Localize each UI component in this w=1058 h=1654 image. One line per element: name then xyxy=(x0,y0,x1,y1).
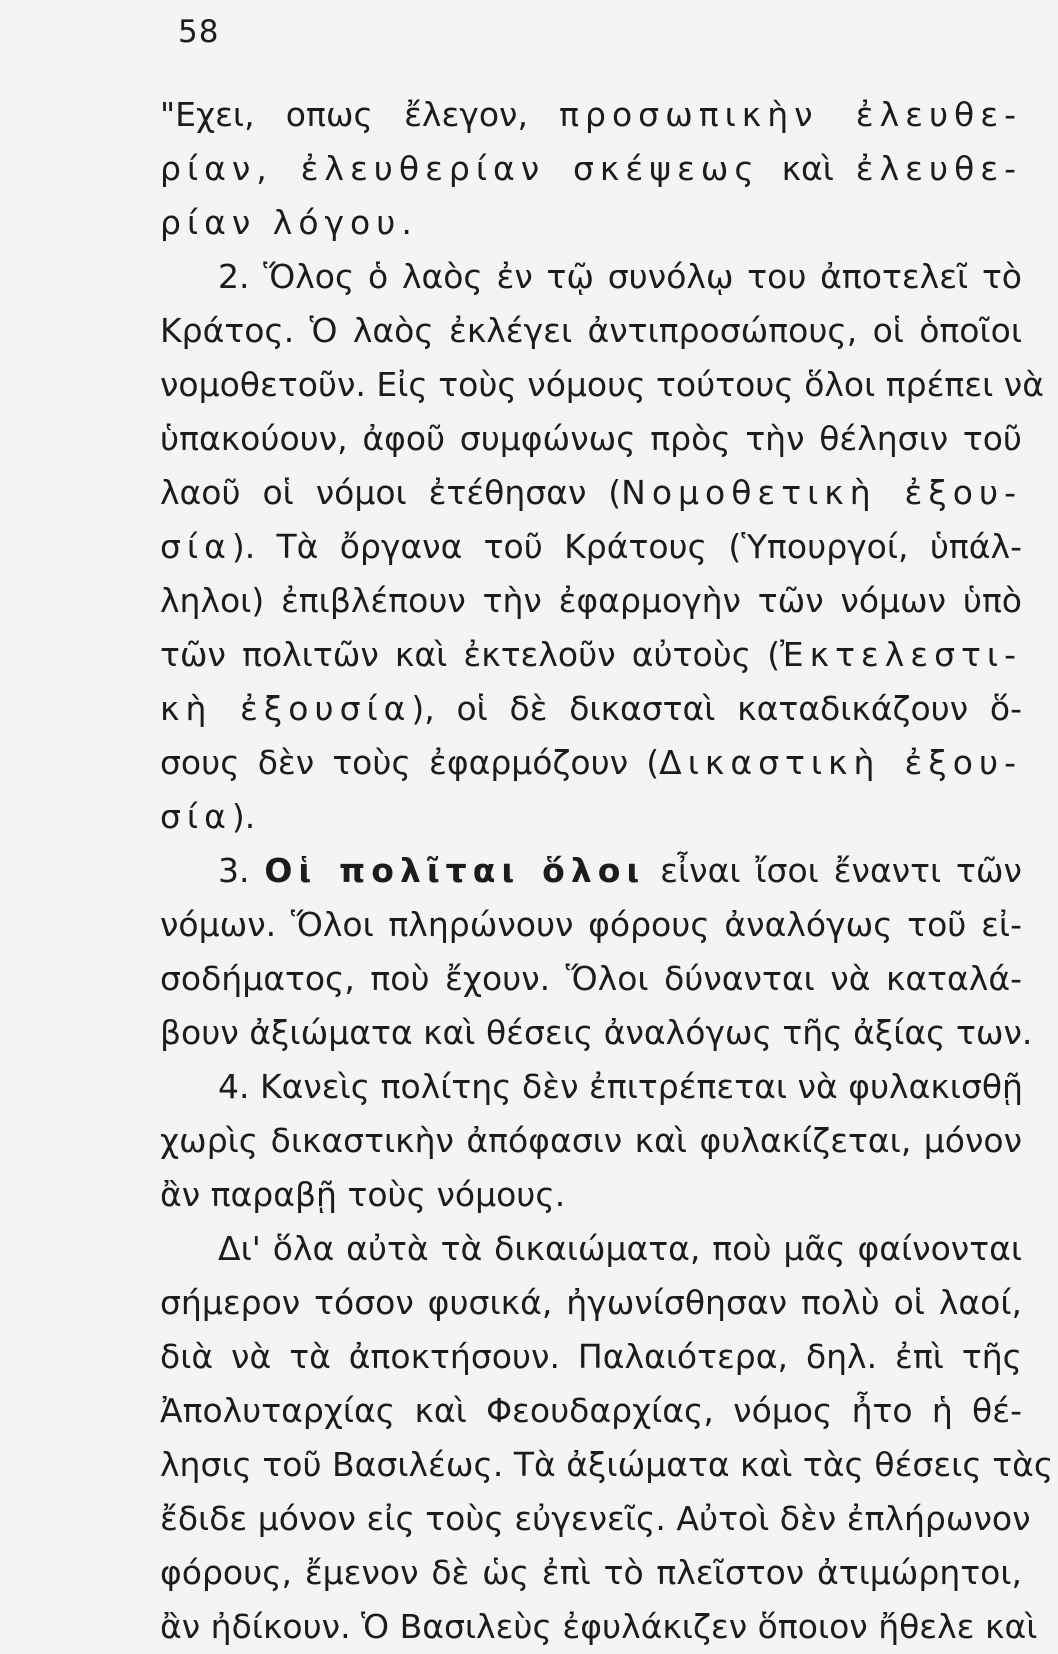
body-text xyxy=(160,88,1054,1654)
text-segment: ἐλευθε- xyxy=(855,149,1022,188)
text-segment: σήμερον τόσον φυσικά, ἠγωνίσθησαν πολὺ οἱ λαοί, xyxy=(160,1283,1022,1322)
text-segment: βουν ἀξιώματα καὶ θέσεις ἀναλόγως τῆς ἀξίας των. xyxy=(160,1013,1033,1052)
text-segment: προσωπικὴν ἐλευθε- xyxy=(559,95,1022,134)
text-segment: εἶναι ἴσοι ἔναντι τῶν xyxy=(645,851,1022,890)
text-line xyxy=(160,1546,1022,1600)
text-line xyxy=(160,1168,1022,1222)
text-segment: Ἐκτελεστι- xyxy=(780,635,1022,674)
text-segment: σους δὲν τοὺς ἐφαρμόζουν ( xyxy=(160,743,660,782)
text-segment: ληλοι) ἐπιβλέπουν τὴν ἐφαρμογὴν τῶν νόμων ὑπὸ xyxy=(160,581,1022,620)
text-segment: 4. Κανεὶς πολίτης δὲν ἐπιτρέπεται νὰ φυλακισθῇ xyxy=(218,1067,1023,1106)
text-segment: ἔδιδε μόνον εἰς τοὺς εὐγενεῖς. Αὐτοὶ δὲν ἐπλήρωνον xyxy=(160,1499,1031,1538)
text-segment: ). Τὰ ὄργανα τοῦ Κράτους (Ὑπουργοί, ὑπάλ- xyxy=(231,527,1022,566)
text-line xyxy=(160,898,1022,952)
text-segment: "Εχει, οπως ἔλεγον, xyxy=(160,95,560,134)
text-line xyxy=(160,1006,1033,1060)
text-line xyxy=(160,250,1022,304)
text-line xyxy=(160,736,1022,790)
text-segment: λησις τοῦ Βασιλέως. Τὰ ἀξιώματα καὶ τὰς θέσεις τὰς xyxy=(160,1445,1054,1484)
text-segment: 3. xyxy=(218,851,265,890)
text-line xyxy=(160,574,1022,628)
text-line xyxy=(160,1438,1054,1492)
text-segment: νόμων. Ὅλοι πληρώνουν φόρους ἀναλόγως τοῦ εἰ- xyxy=(160,905,1022,944)
text-segment: λαοῦ οἱ νόμοι ἐτέθησαν ( xyxy=(160,473,622,512)
text-line xyxy=(160,952,1022,1006)
text-line xyxy=(160,88,1022,142)
text-line xyxy=(160,196,1022,250)
text-segment: διὰ νὰ τὰ ἀποκτήσουν. Παλαιότερα, δηλ. ἐπὶ τῆς xyxy=(160,1337,1022,1376)
text-line xyxy=(160,1492,1031,1546)
text-line xyxy=(160,682,1022,736)
text-segment: Δικαστικὴ ἐξου- xyxy=(659,743,1022,782)
text-segment: σία xyxy=(160,527,232,566)
text-line xyxy=(160,1222,1022,1276)
text-line xyxy=(160,142,1022,196)
text-segment: ), οἱ δὲ δικασταὶ καταδικάζουν ὅ- xyxy=(411,689,1022,728)
text-segment: ὑπακούουν, ἀφοῦ συμφώνως πρὸς τὴν θέλησιν τοῦ xyxy=(160,419,1022,458)
text-segment: σία xyxy=(160,797,232,836)
text-segment: νομοθετοῦν. Εἰς τοὺς νόμους τούτους ὅλοι πρέπει νὰ xyxy=(160,365,1044,404)
text-segment: Νομοθετικὴ ἐξου- xyxy=(621,473,1022,512)
text-segment: ρίαν, ἐλευθερίαν σκέψεως xyxy=(160,149,760,188)
text-segment: ). xyxy=(231,797,256,836)
text-line xyxy=(160,628,1022,682)
text-line xyxy=(160,790,1022,844)
text-segment: κὴ ἐξουσία xyxy=(160,689,412,728)
text-line xyxy=(160,304,1022,358)
text-segment: Κράτος. Ὁ λαὸς ἐκλέγει ἀντιπροσώπους, οἱ ὁποῖοι xyxy=(160,311,1022,350)
text-segment: ἂν ἠδίκουν. Ὁ Βασιλεὺς ἐφυλάκιζεν ὅποιον ἤθελε καὶ xyxy=(160,1607,1038,1646)
text-segment: χωρὶς δικαστικὴν ἀπόφασιν καὶ φυλακίζεται, μόνον xyxy=(160,1121,1022,1160)
text-line xyxy=(160,1384,1022,1438)
text-segment: σοδήματος, ποὺ ἔχουν. Ὅλοι δύνανται νὰ καταλά- xyxy=(160,959,1022,998)
text-line xyxy=(160,466,1022,520)
text-line xyxy=(160,358,1044,412)
text-segment: τῶν πολιτῶν καὶ ἐκτελοῦν αὐτοὺς ( xyxy=(160,635,781,674)
text-line xyxy=(160,520,1022,574)
text-line xyxy=(160,1330,1022,1384)
text-line xyxy=(160,1114,1022,1168)
text-segment: φόρους, ἔμενον δὲ ὡς ἐπὶ τὸ πλεῖστον ἀτιμώρητοι, xyxy=(160,1553,1022,1592)
text-segment: Οἱ πολῖται ὅλοι xyxy=(264,851,646,890)
page-number: 58 xyxy=(178,14,220,50)
text-line xyxy=(160,1276,1022,1330)
text-segment: Ἀπολυταρχίας καὶ Φεουδαρχίας, νόμος ἦτο ἡ θέ- xyxy=(160,1391,1022,1430)
text-segment: Δι' ὅλα αὐτὰ τὰ δικαιώματα, ποὺ μᾶς φαίνονται xyxy=(218,1229,1022,1268)
text-segment: ἂν παραβῇ τοὺς νόμους. xyxy=(160,1175,566,1214)
text-segment: 2. Ὅλος ὁ λαὸς ἐν τῷ συνόλῳ του ἀποτελεῖ τὸ xyxy=(218,257,1022,296)
text-segment: καὶ xyxy=(759,149,856,188)
text-line xyxy=(160,844,1022,898)
text-line xyxy=(160,412,1022,466)
text-line xyxy=(160,1060,1022,1114)
text-segment: ρίαν λόγου. xyxy=(160,203,418,242)
text-line xyxy=(160,1600,1038,1654)
